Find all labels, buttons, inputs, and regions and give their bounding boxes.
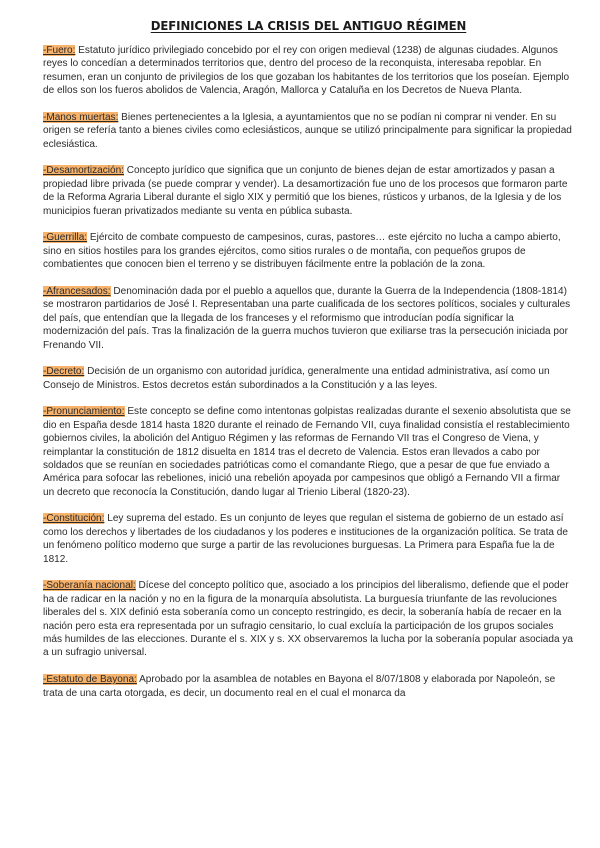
definition-afrancesados <box>43 285 574 352</box>
definition-guerrilla <box>43 231 574 271</box>
definition-text: Bienes pertenecientes a la Iglesia, a ayuntamientos que no se podían ni comprar ni vender. En su origen se refería tanto a bienes civiles como eclesiásticos, aunque se utilizó principalmente para significar la propiedad eclesiástica. <box>43 111 572 150</box>
definition-fuero <box>43 44 574 98</box>
term-label: -Decreto: <box>43 366 85 378</box>
definition-manos-muertas <box>43 111 574 151</box>
page-title: DEFINICIONES LA CRISIS DEL ANTIGUO RÉGIMEN <box>150 18 467 33</box>
definition-estatuto-de-bayona <box>43 673 574 700</box>
term-label: -Estatuto de Bayona: <box>43 674 137 686</box>
definition-text: Denominación dada por el pueblo a aquellos que, durante la Guerra de la Independencia (1808-1814) se mostraron partidarios de José I. Representaban una parte cualificada de los sectores políticos, sociales y culturales del país, que entendían que la llegada de los franceses y el reformismo que introducían podía significar la modernización del país. Tras la finalización de la guerra muchos tuvieron que exiliarse tras la persecución iniciada por Frenando VII. <box>43 285 571 351</box>
definition-text: Ejército de combate compuesto de campesinos, curas, pastores… este ejército no lucha a campo abierto, sino en sitios hostiles para los grandes ejércitos, como sitios rurales o de montaña, con pequeños grupos de combatientes que conocen bien el terreno y se distribuyen fácilmente entre la población de la zona. <box>43 232 561 271</box>
term-label: -Desamortización: <box>43 165 124 177</box>
term-label: -Fuero: <box>43 45 76 56</box>
definition-soberania-nacional <box>43 579 574 659</box>
definition-text: Este concepto se define como intentonas golpistas realizadas durante el sexenio absolutista que se dio en España desde 1814 hasta 1820 durante el reinado de Fernando VII, cuya finalidad consistía el restablecimiento gobiernos civiles, la abolición del Antiguo Régimen y las reformas de Fernando VII tras el Congreso de Viena, y reimplantar la constitución de 1812 disuelta en 1814 tras el decreto de Valencia. Estos eran llevados a cabo por soldados que se reunían en sociedades patrióticas como el comandante Riego, que a pesar de que fue enviado a América para sofocar las rebeliones, inició una rebelión apoyada por campesinos que obligó a Fernando VII a firmar un decreto que reconocía la Constitución, dando lugar al Trienio Liberal (1820-23). <box>43 406 571 498</box>
definition-text: Aprobado por la asamblea de notables en Bayona el 8/07/1808 y elaborada por Napoleón, se trata de una carta otorgada, es decir, un documento real en el cual el monarca da <box>43 674 556 699</box>
term-label: -Manos muertas: <box>43 111 119 123</box>
definition-constitucion <box>43 512 574 566</box>
definition-text: Decisión de un organismo con autoridad jurídica, generalmente una entidad administrativa, así como un Consejo de Ministros. Estos decretos están subordinados a la Constitución y a las leyes. <box>43 366 550 391</box>
term-label: -Pronunciamiento: <box>43 406 125 418</box>
term-label: -Soberanía nacional: <box>43 580 136 592</box>
term-label: -Afrancesados: <box>43 285 111 297</box>
definition-text: Ley suprema del estado. Es un conjunto de leyes que regulan el sistema de gobierno de un estado así como los derechos y libertades de los ciudadanos y los poderes e instituciones de la organización política. Se trata de un fenómeno político moderno que surge a partir de las revoluciones burguesas. La Primera para España fue la de 1812. <box>43 513 568 565</box>
definition-text: Concepto jurídico que significa que un conjunto de bienes dejan de estar amortizados y pasan a propiedad libre privada (se puede comprar y vender). La desamortización fue uno de los procesos que formaron parte de la Reforma Agraria Liberal durante el siglo XIX y permitió que los bienes, rústicos y urbanos, de la Iglesia y de los municipios fueran privatizados mediante su venta en pública subasta. <box>43 165 568 217</box>
definition-desamortizacion <box>43 164 574 218</box>
definition-text: Estatuto jurídico privilegiado concebido por el rey con origen medieval (1238) de algunas ciudades. Algunos reyes lo concedían a determinados territorios que, dentro del proceso de la reconquista, interesaba repoblar. En resumen, eran un conjunto de privilegios de los que gozaban los habitantes de los territorios que los poseían. Ejemplo de ellos son los fueros abolidos de Valencia, Aragón, Mallorca y Cataluña en los Decretos de Nueva Planta. <box>43 45 570 97</box>
definition-text: Dícese del concepto político que, asociado a los principios del liberalismo, defiende que el poder ha de radicar en la nación y no en la figura de la monarquía absolutista. La burguesía triunfante de las revoluciones liberales del s. XIX definió esta soberanía como un concepto restringido, es decir, la soberanía había de recaer en la nación pero esta era representada por un sufragio censitario, lo cual excluía la participación de los grupos sociales más humildes de las elecciones. Durante el s. XIX y s. XX observaremos la lucha por la soberanía popular asociada ya a un sufragio universal. <box>43 580 573 659</box>
term-label: -Guerrilla: <box>43 232 88 244</box>
definition-pronunciamiento <box>43 405 574 499</box>
definition-decreto <box>43 365 574 392</box>
term-label: -Constitución: <box>43 513 105 525</box>
